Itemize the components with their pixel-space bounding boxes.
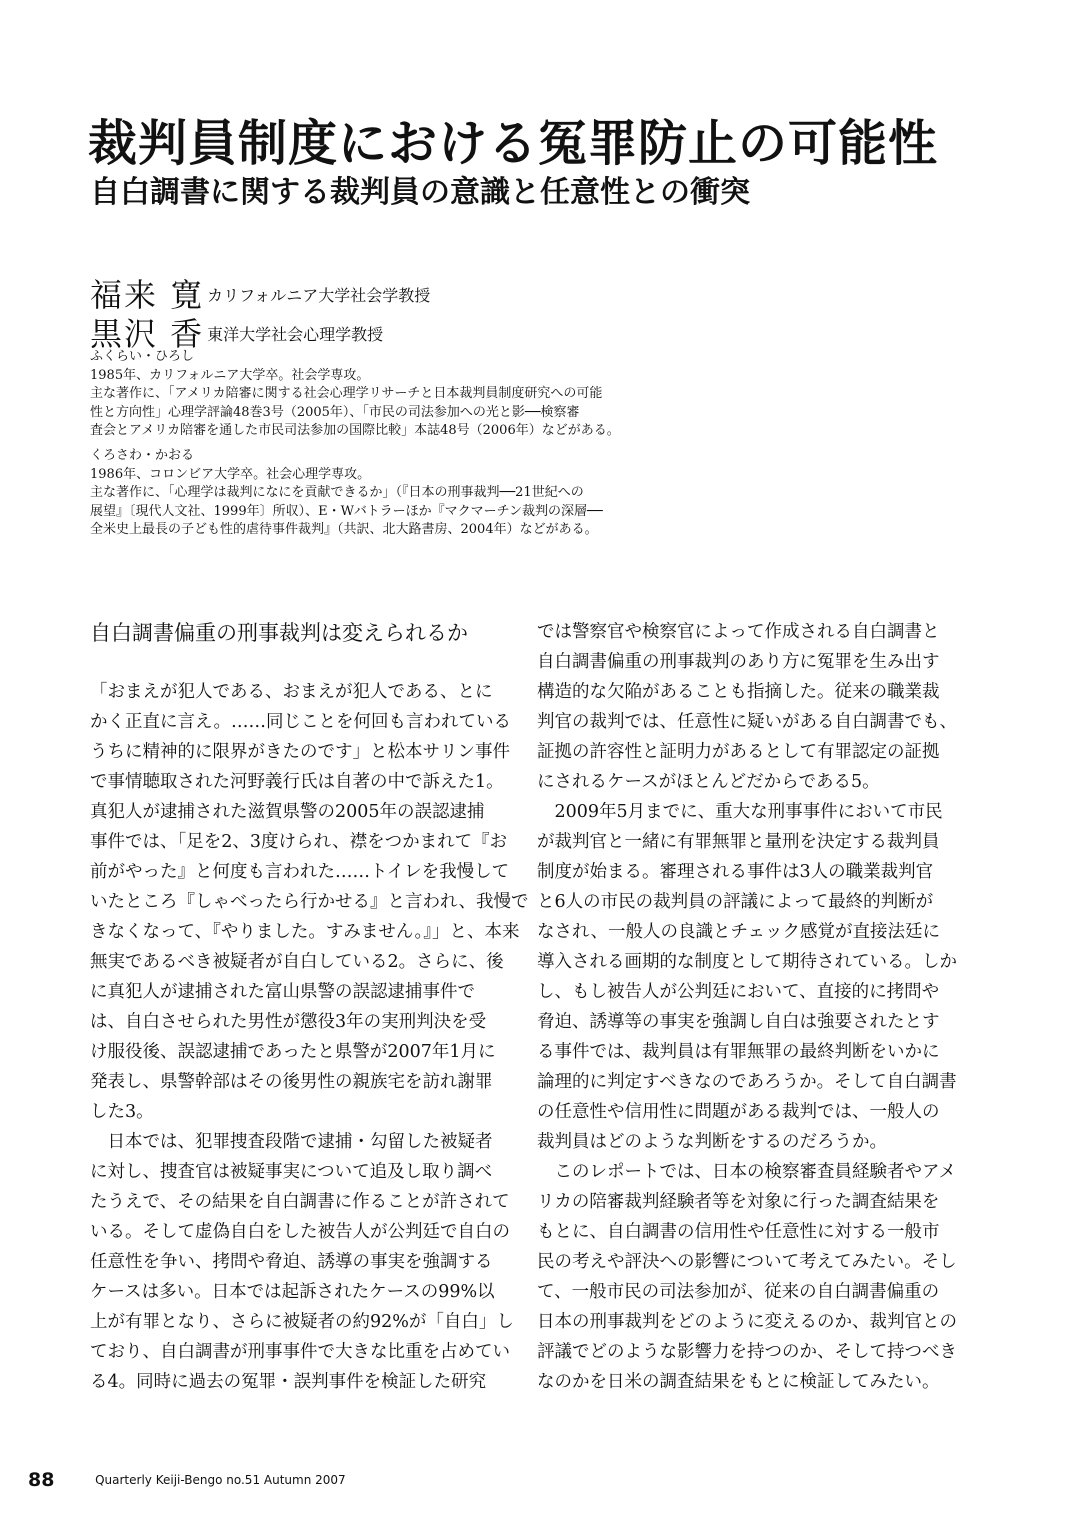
body-line: に真犯人が逮捕された富山県警の誤認逮捕事件で: [90, 982, 475, 1002]
body-line: て、一般市民の司法参加が、従来の自白調書偏重の: [537, 1282, 940, 1302]
author-name: 福来 寛: [90, 276, 205, 314]
body-line: した3。: [90, 1102, 154, 1122]
body-line: 「おまえが犯人である、おまえが犯人である、とに: [90, 682, 493, 702]
body-line: が裁判官と一緒に有罪無罪と量刑を決定する裁判員: [537, 832, 940, 852]
body-line: ており、自白調書が刑事事件で大きな比重を占めてい: [90, 1342, 510, 1362]
body-line: 評議でどのような影響力を持つのか、そして持つべき: [537, 1342, 957, 1362]
author-affiliation: カリフォルニア大学社会学教授: [207, 286, 431, 305]
body-line: きなくなって、『やりました。すみません。』」と、本来: [90, 922, 520, 942]
section-heading: 自白調書偏重の刑事裁判は変えられるか: [90, 621, 468, 645]
bio-line: 全米史上最長の子ども性的虐待事件裁判』（共訳、北大路書房、2004年）などがある。: [90, 522, 598, 537]
body-line: る事件では、裁判員は有罪無罪の最終判断をいかに: [537, 1042, 940, 1062]
body-line: け服役後、誤認逮捕であったと県警が2007年1月に: [90, 1042, 496, 1062]
bio-line: 査会とアメリカ陪審を通した市民司法参加の国際比較」本誌48号（2006年）などがある。: [90, 423, 620, 438]
bio-line: ふくらい・ひろし: [90, 349, 195, 364]
body-line: と6人の市民の裁判員の評議によって最終的判断が: [537, 892, 934, 912]
body-line: 上が有罪となり、さらに被疑者の約92%が「自白」し: [90, 1312, 514, 1332]
article-subtitle: 自白調書に関する裁判員の意識と任意性との衝突: [90, 175, 750, 210]
body-line: にされるケースがほとんどだからである5。: [537, 772, 880, 792]
body-line: る4。同時に過去の冤罪・誤判事件を検証した研究: [90, 1372, 487, 1392]
bio-line: 展望』〔現代人文社、1999年〕所収）、E・Wバトラーほか『マクマーチン裁判の深層──: [90, 503, 603, 519]
body-line: いたところ『しゃべったら行かせる』と言われ、我慢で: [90, 892, 529, 912]
page-footer: [28, 1469, 346, 1491]
body-line: に対し、捜査官は被疑事実について追及し取り調べ: [90, 1162, 493, 1182]
body-line: もとに、自白調書の信用性や任意性に対する一般市: [537, 1222, 940, 1242]
author-affiliation: 東洋大学社会心理学教授: [207, 325, 384, 344]
body-column-left: [90, 677, 529, 1397]
body-line: 真犯人が逮捕された滋賀県警の2005年の誤認逮捕: [90, 802, 485, 822]
body-line: このレポートでは、日本の検察審査員経験者やアメ: [537, 1162, 956, 1182]
body-line: し、もし被告人が公判廷において、直接的に拷問や: [537, 982, 940, 1002]
body-line: 判官の裁判では、任意性に疑いがある自白調書でも、: [537, 712, 957, 732]
page-number: 88: [28, 1469, 55, 1491]
body-line: 自白調書偏重の刑事裁判のあり方に冤罪を生み出す: [537, 652, 940, 672]
body-line: 裁判員はどのような判断をするのだろうか。: [537, 1132, 887, 1152]
body-line: なのかを日米の調査結果をもとに検証してみたい。: [537, 1372, 940, 1392]
body-line: 日本では、犯罪捜査段階で逮捕・勾留した被疑者: [90, 1132, 493, 1152]
author-1-bio: [90, 348, 650, 441]
body-line: いる。そして虚偽自白をした被告人が公判廷で自白の: [90, 1222, 510, 1242]
body-line: の任意性や信用性に問題がある裁判では、一般人の: [537, 1102, 940, 1122]
body-line: 構造的な欠陥があることも指摘した。従来の職業裁: [537, 682, 940, 702]
body-line: 発表し、県警幹部はその後男性の親族宅を訪れ謝罪: [90, 1072, 493, 1092]
body-line: うちに精神的に限界がきたのです」と松本サリン事件: [90, 742, 510, 762]
bio-line: 1985年、カリフォルニア大学卒。社会学専攻。: [90, 367, 370, 383]
bio-line: 主な著作に、「アメリカ陪審に関する社会心理学リサーチと日本裁判員制度研究への可能: [90, 386, 603, 401]
author-2-bio: [90, 447, 650, 540]
bio-line: 1986年、コロンビア大学卒。社会心理学専攻。: [90, 466, 371, 482]
body-line: 前がやった』と何度も言われた……トイレを我慢して: [90, 862, 510, 882]
bio-line: くろさわ・かおる: [90, 448, 195, 463]
body-column-right: [537, 617, 962, 1397]
body-line: 日本の刑事裁判をどのように変えるのか、裁判官との: [537, 1312, 957, 1332]
body-line: かく正直に言え。……同じことを何回も言われている: [90, 712, 512, 732]
body-line: で事情聴取された河野義行氏は自著の中で訴えた1。: [90, 772, 504, 792]
body-line: 無実であるべき被疑者が自白している2。さらに、後: [90, 952, 504, 972]
bio-line: 性と方向性」心理学評論48巻3号（2005年）、「市民の司法参加への光と影──検察審: [90, 404, 580, 420]
bio-line: 主な著作に、「心理学は裁判になにを貢献できるか」（『日本の刑事裁判──21世紀への: [90, 485, 584, 500]
body-line: 2009年5月までに、重大な刑事事件において市民: [537, 802, 943, 822]
body-line: 制度が始まる。審理される事件は3人の職業裁判官: [537, 862, 934, 882]
journal-name: Quarterly Keiji-Bengo no.51 Autumn 2007: [95, 1473, 346, 1487]
author-name: 黒沢 香: [90, 315, 205, 353]
body-line: では警察官や検察官によって作成される自白調書と: [537, 622, 940, 642]
body-line: 民の考えや評決への影響について考えてみたい。そし: [537, 1252, 957, 1272]
body-line: リカの陪審裁判経験者等を対象に行った調査結果を: [537, 1192, 940, 1212]
article-title: 裁判員制度における冤罪防止の可能性: [88, 115, 939, 172]
body-line: たうえで、その結果を自白調書に作ることが許されて: [90, 1192, 510, 1212]
body-line: なされ、一般人の良識とチェック感覚が直接法廷に: [537, 922, 941, 942]
body-line: ケースは多い。日本では起訴されたケースの99%以: [90, 1282, 495, 1302]
body-line: 脅迫、誘導等の事実を強調し自白は強要されたとす: [537, 1012, 940, 1032]
body-line: 任意性を争い、拷問や脅迫、誘導の事実を強調する: [90, 1252, 493, 1272]
body-line: 導入される画期的な制度として期待されている。しか: [537, 952, 957, 972]
body-line: は、自白させられた男性が懲役3年の実刑判決を受: [90, 1012, 487, 1032]
body-line: 事件では、「足を2、3度けられ、襟をつかまれて『お: [90, 832, 508, 852]
body-line: 論理的に判定すべきなのであろうか。そして自白調書: [537, 1072, 957, 1092]
body-line: 証拠の許容性と証明力があるとして有罪認定の証拠: [537, 742, 940, 762]
